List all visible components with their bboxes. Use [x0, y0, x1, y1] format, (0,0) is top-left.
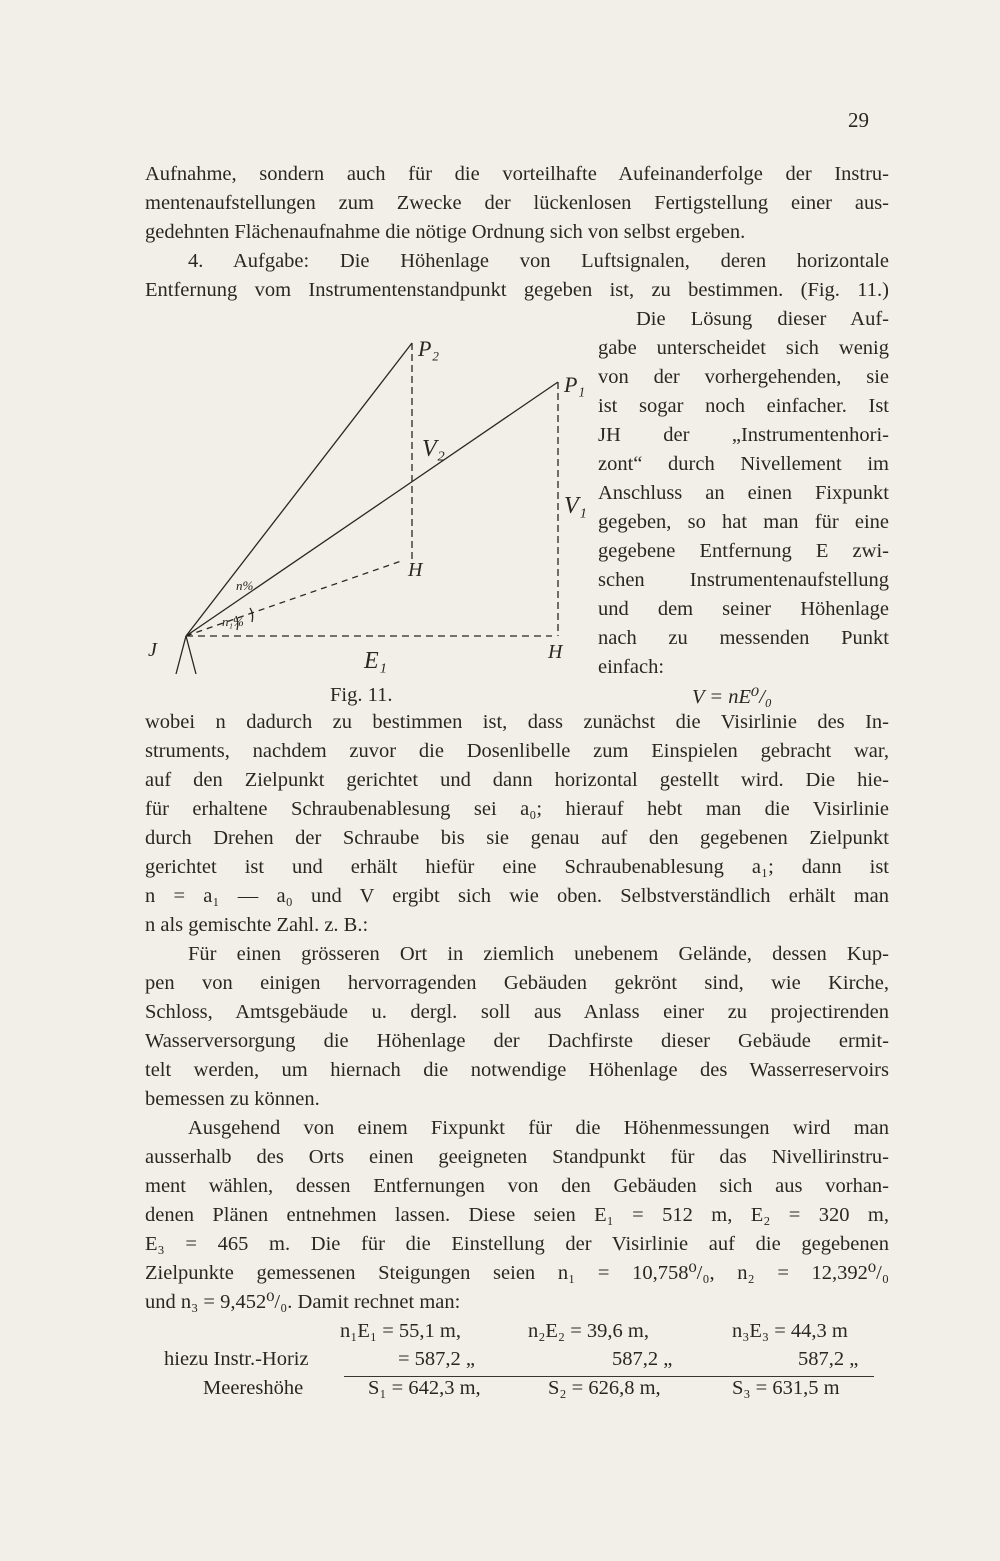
label-h-end: H — [548, 641, 563, 663]
tripod-leg — [186, 636, 196, 674]
text-line: ausserhalb des Orts einen geeigneten Standpunkt für das Nivellirinstru- — [145, 1146, 889, 1168]
calc-r3-c2: S₂ = 626,8 m, — [548, 1377, 661, 1399]
text-line: durch Drehen der Schraube bis sie genau auf den gegebenen Zielpunkt — [145, 827, 889, 849]
right-column-line: einfach: — [598, 656, 665, 678]
text-line: auf den Zielpunkt gerichtet und dann horizontal gestellt wird. Die hie- — [145, 769, 889, 791]
text-line: Schloss, Amtsgebäude u. dergl. soll aus Anlass einer zu projectirenden — [145, 1001, 889, 1023]
calc-r2-c3: 587,2 „ — [798, 1348, 859, 1370]
right-column-line: von der vorhergehenden, sie — [598, 366, 889, 388]
text-line: wobei n dadurch zu bestimmen ist, dass zunächst die Visirlinie des In- — [145, 711, 889, 733]
right-column-line: JH der „Instrumentenhori- — [598, 424, 889, 446]
calc-r3-c3: S₃ = 631,5 m — [732, 1377, 840, 1399]
text-line: E₃ = 465 m. Die für die Einstellung der Visirlinie auf die gegebenen — [145, 1233, 889, 1255]
text-line: n als gemischte Zahl. z. B.: — [145, 914, 369, 936]
task-heading-line: 4. Aufgabe: Die Höhenlage von Luftsignalen, deren horizontale — [188, 250, 889, 272]
label-h-mid: H — [408, 559, 423, 581]
text-line: Entfernung vom Instrumentenstandpunkt gegeben ist, zu bestimmen. (Fig. 11.) — [145, 279, 889, 301]
right-column-line: gabe unterscheidet sich wenig — [598, 337, 889, 359]
text-line: mentenaufstellungen zum Zwecke der lückenlosen Fertigstellung einer aus- — [145, 192, 889, 214]
label-p2: P₂ — [418, 336, 440, 361]
right-column-line: Die Lösung dieser Auf- — [636, 308, 889, 330]
right-column-line: ist sogar noch einfacher. Ist — [598, 395, 889, 417]
calc-r2-c1: = 587,2 „ — [398, 1348, 476, 1370]
text-line: gedehnten Flächenaufnahme die nötige Ordnung sich von selbst ergeben. — [145, 221, 746, 243]
text-line: struments, nachdem zuvor die Dosenlibelle zum Einspielen gebracht war, — [145, 740, 889, 762]
text-line: Ausgehend von einem Fixpunkt für die Höhenmessungen wird man — [188, 1117, 889, 1139]
text-line: n = a₁ — a₀ und V ergibt sich wie oben. Selbstverständlich erhält man — [145, 885, 889, 907]
right-column-line: Anschluss an einen Fixpunkt — [598, 482, 889, 504]
calc-r1-c2: n₂E₂ = 39,6 m, — [528, 1320, 649, 1342]
calc-r2-label: hiezu Instr.-Horiz — [164, 1348, 309, 1370]
figure-caption: Fig. 11. — [330, 684, 393, 706]
right-column-line: nach zu messenden Punkt — [598, 627, 889, 649]
text-line: bemessen zu können. — [145, 1088, 320, 1110]
text-line: telt werden, um hiernach die notwendige Höhenlage des Wasserreservoirs — [145, 1059, 889, 1081]
sight-line-p2 — [186, 343, 412, 636]
text-line: für erhaltene Schraubenablesung sei a₀; hierauf hebt man die Visirlinie — [145, 798, 889, 820]
figure-11-diagram — [140, 318, 590, 684]
page-number: 29 — [848, 108, 869, 132]
label-n-percent: n% — [236, 578, 254, 593]
right-column-line: und dem seiner Höhenlage — [598, 598, 889, 620]
right-column-line: gegeben, so hat man für eine — [598, 511, 889, 533]
calc-r1-c3: n₃E₃ = 44,3 m — [732, 1320, 848, 1342]
calc-r3-c1: S₁ = 642,3 m, — [368, 1377, 481, 1399]
right-column-line: zont“ durch Nivellement im — [598, 453, 889, 475]
label-v1: V₁ — [564, 493, 588, 519]
text-line: Zielpunkte gemessenen Steigungen seien n₁ = 10,758⁰/₀, n₂ = 12,392⁰/₀ — [145, 1262, 889, 1284]
text-line: Für einen grösseren Ort in ziemlich unebenem Gelände, dessen Kup- — [188, 943, 889, 965]
label-e1: E₁ — [364, 648, 388, 674]
tripod-leg — [176, 636, 186, 674]
text-line: Aufnahme, sondern auch für die vorteilhafte Aufeinanderfolge der Instru- — [145, 163, 889, 185]
calc-r2-c2: 587,2 „ — [612, 1348, 673, 1370]
text-line: denen Plänen entnehmen lassen. Diese seien E₁ = 512 m, E₂ = 320 m, — [145, 1204, 889, 1226]
label-v2: V₂ — [422, 436, 446, 462]
text-line: gerichtet ist und erhält hiefür eine Schraubenablesung a₁; dann ist — [145, 856, 889, 878]
angle-arc — [250, 608, 253, 622]
text-line: Wasserversorgung die Höhenlage der Dachfirste dieser Gebäude ermit- — [145, 1030, 889, 1052]
formula: V = nE⁰/₀ — [692, 686, 773, 708]
right-column-line: schen Instrumentenaufstellung — [598, 569, 889, 591]
label-p1: P₁ — [564, 372, 586, 397]
calc-r1-c1: n₁E₁ = 55,1 m, — [340, 1320, 461, 1342]
label-j: J — [148, 639, 157, 661]
calc-r3-label: Meereshöhe — [203, 1377, 304, 1399]
text-line: ment wählen, dessen Entfernungen von den Gebäuden sich aus vorhan- — [145, 1175, 889, 1197]
text-line: und n₃ = 9,452⁰/₀. Damit rechnet man: — [145, 1291, 461, 1313]
right-column-line: gegebene Entfernung E zwi- — [598, 540, 889, 562]
label-n1-percent: n₁% — [222, 614, 244, 629]
sight-line-p1 — [186, 382, 558, 636]
horizon-line-dashed — [186, 560, 404, 636]
text-line: pen von einigen hervorragenden Gebäuden gekrönt sind, wie Kirche, — [145, 972, 889, 994]
